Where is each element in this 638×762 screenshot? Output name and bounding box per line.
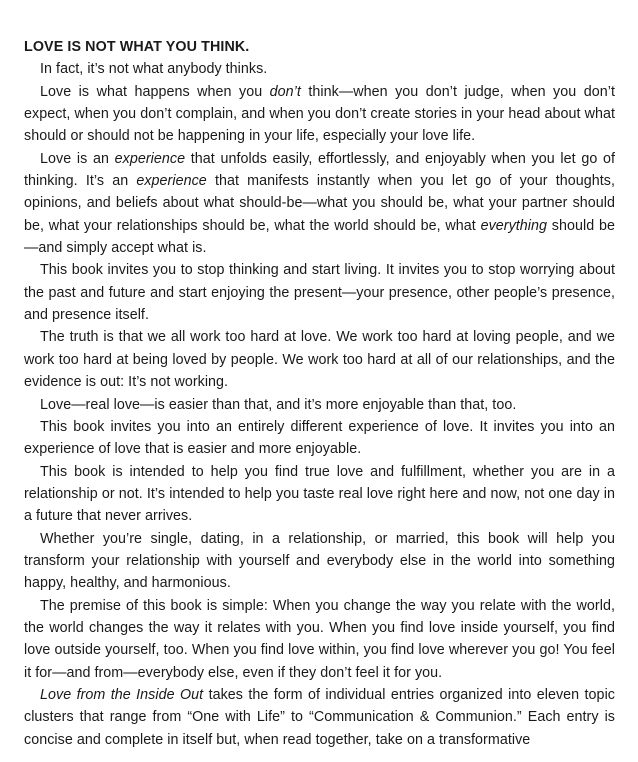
paragraph (24, 684, 615, 751)
text-run: This book invites you into an entirely different experience of love. It invites you into an experience of love that is easier and more enjoyable. (24, 418, 615, 458)
text-run: Love is an (40, 150, 115, 167)
text-run: Love—real love—is easier than that, and it’s more enjoyable than that, too. (40, 396, 517, 413)
text-run: takes the form of individual entries organized into eleven topic clusters that range from “One with Life” to “Communication & Communion.” Each entry is concise and complete in itself but, when read together, take on a transformative (24, 686, 615, 748)
text-run: should be—and simply accept what is. (24, 217, 615, 257)
paragraph (24, 58, 615, 80)
book-page (24, 36, 615, 751)
text-run: Whether you’re single, dating, in a relationship, or married, this book will help you transform your relationship with yourself and everybody else in the world into something happy, healthy, and harmonious. (24, 530, 615, 592)
paragraph (24, 259, 615, 326)
paragraph (24, 461, 615, 528)
italic-text: experience (114, 150, 186, 167)
text-run: that unfolds easily, effortlessly, and enjoyably when you let go of thinking. It’s an (24, 150, 616, 190)
text-run: The truth is that we all work too hard at love. We work too hard at loving people, and we work too hard at being loved by people. We work too hard at all of our relationships, and the evidence is out: It’s not working. (24, 329, 615, 391)
paragraph (24, 595, 615, 684)
italic-text: experience (136, 173, 207, 190)
paragraph (24, 394, 615, 416)
text-run: Love is what happens when you (40, 83, 270, 100)
text-run: that manifests instantly when you let go of your thoughts, opinions, and beliefs about what should-be—what you should be, what your partner should be, what your relationships should be, what the world should be, what (24, 173, 615, 234)
paragraph (24, 148, 615, 260)
text-run: The premise of this book is simple: When you change the way you relate with the world, the world changes the way it relates with you. When you find love inside yourself, you find love outside yourself, too. When you find love within, you find love wherever you go! You feel it for—and from—everybody else, even if they don’t feel it for you. (24, 597, 615, 681)
chapter-heading: LOVE IS NOT WHAT YOU THINK. (24, 39, 250, 55)
text-run: In fact, it’s not what anybody thinks. (40, 61, 268, 78)
text-run: This book is intended to help you find true love and fulfillment, whether you are in a relationship or not. It’s intended to help you taste real love right here and now, not one day in a future that never arrives. (24, 463, 615, 525)
paragraph (24, 416, 615, 461)
text-run: think—when you don’t judge, when you don’t expect, when you don’t complain, and when you don’t create stories in your head about what should or should not be happening in your life, especially your love life. (24, 83, 615, 145)
text-run: This book invites you to stop thinking and start living. It invites you to stop worrying about the past and future and start enjoying the present—your presence, other people’s presence, and presence itself. (24, 262, 615, 324)
italic-text: Love from the Inside Out (40, 686, 204, 703)
paragraph (24, 326, 615, 393)
paragraph (24, 528, 615, 595)
paragraph (24, 81, 615, 148)
body-text (24, 58, 615, 751)
italic-text: don’t (269, 83, 301, 100)
italic-text: everything (480, 217, 548, 234)
